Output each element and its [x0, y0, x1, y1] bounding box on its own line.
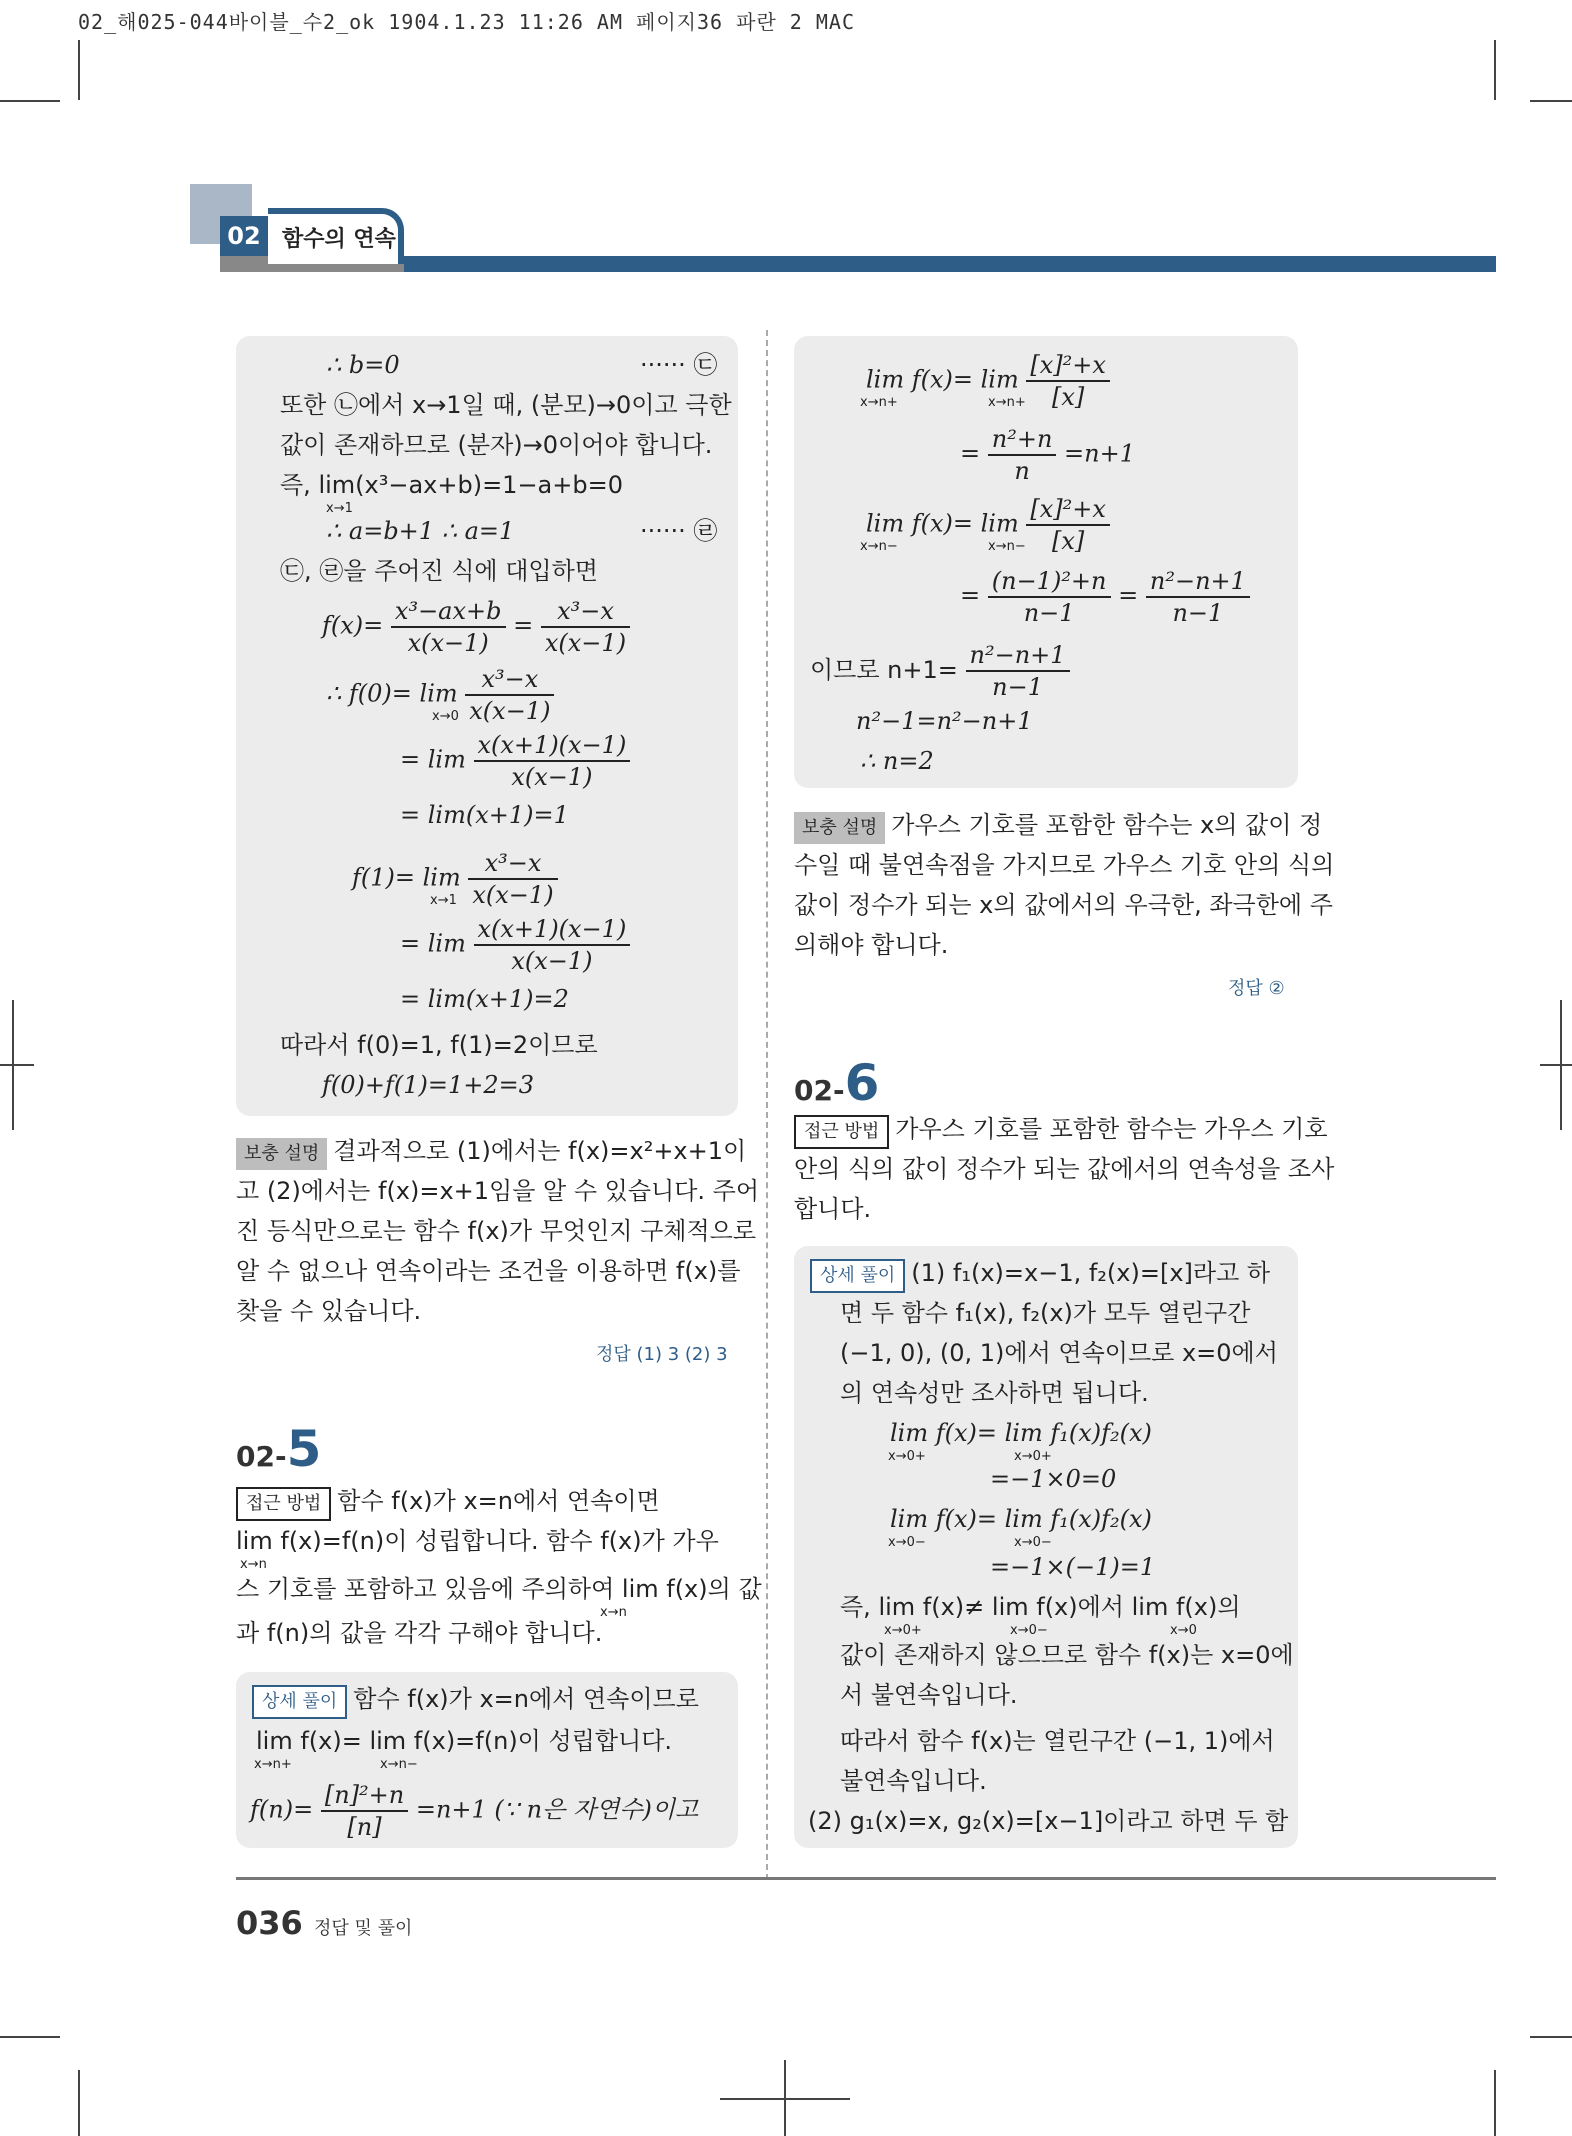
fraction: [988, 424, 1057, 486]
math-line: ∴ b=0: [326, 351, 400, 379]
math-line: = lim(x+1)=2: [400, 985, 569, 1013]
limit-subscript: x→n: [240, 1557, 267, 1572]
supplement-text: 의해야 합니다.: [794, 931, 949, 959]
detail-text: (1) f₁(x)=x−1, f₂(x)=[x]라고 하: [911, 1259, 1271, 1287]
fraction: [541, 596, 630, 658]
math-text: =: [960, 581, 981, 610]
math-line: 즉, lim(x³−ax+b)=1−a+b=0: [280, 471, 623, 499]
math-fraction-line: [810, 640, 1070, 702]
supplement-tag: 보충 설명: [794, 812, 885, 844]
problem-prefix: 02-: [236, 1440, 287, 1473]
detail-line: [810, 1258, 1270, 1293]
limit-subscript: x→0−: [888, 1535, 926, 1550]
denominator: [x]: [1052, 527, 1085, 555]
detail-line: [252, 1684, 699, 1719]
numerator: n²−n+1: [966, 640, 1070, 672]
limit-subscript: x→0: [1170, 1623, 1197, 1638]
denominator: n−1: [992, 673, 1043, 701]
equation-tag: ······ ㉢: [640, 351, 718, 379]
approach-text: lim f(x)=f(n)이 성립합니다. 함수 f(x)가 가우: [236, 1527, 719, 1555]
problem-digit: 6: [844, 1054, 880, 1112]
equation-tag: ······ ㉣: [640, 517, 718, 545]
crop-mark: [1540, 1064, 1572, 1066]
denominator: x(x−1): [544, 629, 627, 657]
approach-line: [794, 1114, 1328, 1149]
fraction: [966, 640, 1070, 702]
column-divider: [766, 330, 768, 1880]
denominator: x(x−1): [407, 629, 489, 657]
text-line: 또한 ㉡에서 x→1일 때, (분모)→0이고 극한: [280, 391, 732, 419]
crop-mark: [78, 40, 80, 100]
math-fraction-line: [400, 730, 630, 792]
math-fraction-line: [400, 914, 630, 976]
answer-label: 정답 ②: [1228, 978, 1285, 999]
numerator: x³−ax+b: [391, 596, 506, 628]
denominator: [x]: [1052, 383, 1085, 411]
detail-tag: 상세 풀이: [252, 1685, 347, 1719]
fraction: [474, 914, 631, 976]
approach-text: 과 f(n)의 값을 각각 구해야 합니다.: [236, 1619, 603, 1647]
footer-label: 정답 및 풀이: [314, 1918, 413, 1939]
answer-label: 정답 (1) 3 (2) 3: [596, 1344, 728, 1365]
math-line: =−1×(−1)=1: [990, 1553, 1156, 1581]
detail-text: (2) g₁(x)=x, g₂(x)=[x−1]이라고 하면 두 함: [808, 1807, 1289, 1835]
crop-mark: [1530, 100, 1572, 102]
crop-mark: [0, 1064, 34, 1066]
math-line: = lim(x+1)=1: [400, 801, 569, 829]
supplement-line: [236, 1136, 746, 1170]
math-line: ∴ a=b+1 ∴ a=1: [326, 517, 515, 545]
supplement-text: 찾을 수 있습니다.: [236, 1297, 422, 1325]
text-line: 따라서 f(0)=1, f(1)=2이므로: [280, 1031, 598, 1059]
numerator: x³−x: [541, 596, 630, 628]
denominator: x(x−1): [511, 947, 593, 975]
section-bar: [404, 256, 1496, 272]
math-line: lim f(x)= lim f₁(x)f₂(x): [890, 1505, 1152, 1533]
math-text: f(n)=: [250, 1795, 314, 1824]
math-text: =n+1 (∵ n은 자연수)이고: [415, 1795, 699, 1824]
limit-subscript: x→0+: [1014, 1449, 1052, 1464]
approach-text: 가우스 기호를 포함한 함수는 가우스 기호: [895, 1115, 1328, 1143]
math-fraction-line: = $\frac{\text{(n−1)²+n}}{n-1}$ = $\frac{\text{n²−n+1}}{n-1}$: [960, 566, 1250, 628]
detail-text: lim f(x)= lim f(x)=f(n)이 성립합니다.: [256, 1727, 673, 1755]
supplement-text: 가우스 기호를 포함한 함수는 x의 값이 정: [891, 811, 1323, 839]
supplement-line: [794, 810, 1322, 844]
math-line: =−1×0=0: [990, 1465, 1117, 1493]
text-line: ㉢, ㉣을 주어진 식에 대입하면: [280, 557, 598, 585]
denominator: x(x−1): [469, 697, 551, 725]
denominator: [n]: [347, 1813, 382, 1841]
approach-line: [236, 1486, 660, 1521]
text-line: 값이 존재하므로 (분자)→0이어야 합니다.: [280, 431, 713, 459]
supplement-text: 결과적으로 (1)에서는 f(x)=x²+x+1이: [333, 1137, 747, 1165]
approach-tag: 접근 방법: [236, 1487, 331, 1521]
numerator: n²−n+1: [1146, 566, 1250, 598]
limit-subscript: x→n+: [254, 1757, 292, 1772]
fraction: [1146, 566, 1250, 628]
fraction: [391, 596, 506, 658]
math-text: =n+1: [1064, 439, 1135, 468]
supplement-text: 수일 때 불연속점을 가지므로 가우스 기호 안의 식의: [794, 851, 1335, 879]
limit-subscript: x→0−: [1010, 1623, 1048, 1638]
denominator: n−1: [1023, 599, 1075, 627]
detail-text: 불연속입니다.: [840, 1767, 987, 1795]
crop-mark: [1494, 2070, 1496, 2136]
math-text: =: [960, 439, 981, 468]
math-text: f(x)=: [322, 611, 384, 640]
math-text: lim f(x)= lim: [866, 365, 1019, 394]
page-number: 036: [236, 1904, 303, 1942]
supplement-text: 고 (2)에서는 f(x)=x+1임을 알 수 있습니다. 주어: [236, 1177, 760, 1205]
limit-subscript: x→n−: [380, 1757, 418, 1772]
limit-subscript: x→n−: [988, 539, 1026, 554]
detail-text: 함수 f(x)가 x=n에서 연속이므로: [353, 1685, 699, 1713]
math-line: lim f(x)= lim f₁(x)f₂(x): [890, 1419, 1152, 1447]
limit-subscript: x→n+: [860, 395, 898, 410]
detail-tag: 상세 풀이: [810, 1259, 905, 1293]
detail-text: 즉, lim f(x)≠ lim f(x)에서 lim f(x)의: [840, 1593, 1241, 1621]
limit-subscript: x→0+: [884, 1623, 922, 1638]
numerator: n²+n: [988, 424, 1057, 456]
fraction: [468, 848, 557, 910]
numerator: [x]²+x: [1026, 494, 1110, 526]
numerator: (n−1)²+n: [988, 566, 1111, 598]
math-fraction-line: [960, 424, 1135, 486]
math-text: f(1)= lim: [352, 863, 461, 892]
section-number: 02: [220, 216, 268, 256]
limit-subscript: x→0+: [888, 1449, 926, 1464]
detail-text: 서 불연속입니다.: [840, 1681, 1018, 1709]
math-line: n²−1=n²−n+1: [856, 707, 1033, 735]
approach-text: 안의 식의 값이 정수가 되는 값에서의 연속성을 조사: [794, 1155, 1335, 1183]
math-text: ∴ f(0)= lim: [326, 679, 458, 708]
fraction: [1026, 494, 1110, 556]
supplement-text: 값이 정수가 되는 x의 값에서의 우극한, 좌극한에 주: [794, 891, 1333, 919]
section-title: 함수의 연속: [282, 227, 396, 252]
problem-number: [236, 1420, 321, 1478]
fraction: [474, 730, 631, 792]
fraction: [465, 664, 554, 726]
approach-text: 스 기호를 포함하고 있음에 주의하여 lim f(x)의 값: [236, 1575, 762, 1603]
approach-text: 합니다.: [794, 1195, 872, 1223]
approach-text: 함수 f(x)가 x=n에서 연속이면: [337, 1487, 660, 1515]
crop-mark: [720, 2098, 850, 2100]
detail-text: 값이 존재하지 않으므로 함수 f(x)는 x=0에: [840, 1641, 1294, 1669]
detail-text: 면 두 함수 f₁(x), f₂(x)가 모두 열린구간: [840, 1299, 1251, 1327]
limit-subscript: x→1: [326, 501, 353, 516]
limit-subscript: x→n: [600, 1605, 627, 1620]
supplement-text: 알 수 없으나 연속이라는 조건을 이용하면 f(x)를: [236, 1257, 741, 1285]
limit-subscript: x→n−: [860, 539, 898, 554]
footer-rule: [236, 1877, 1496, 1880]
math-text: 이므로 n+1=: [810, 656, 958, 684]
numerator: [n]²+n: [321, 1780, 408, 1812]
approach-tag: 접근 방법: [794, 1115, 889, 1149]
supplement-text: 진 등식만으로는 함수 f(x)가 무엇인지 구체적으로: [236, 1217, 757, 1245]
print-header: 02_해025-044바이블_수2_ok 1904.1.23 11:26 AM 페이지36 파란 2 MAC: [78, 10, 856, 34]
numerator: x(x+1)(x−1): [474, 914, 631, 946]
numerator: [x]²+x: [1026, 350, 1110, 382]
crop-mark: [0, 2036, 60, 2038]
crop-mark: [1530, 2036, 1572, 2038]
fraction: [1026, 350, 1110, 412]
math-fraction-line: f(x)= $\frac{\text{x³−ax+b}}{x(x-1)}$ = $\frac{\text{x³−x}}{x(x-1)}$: [322, 596, 630, 658]
limit-subscript: x→1: [430, 893, 457, 908]
fraction: [321, 1780, 408, 1842]
crop-mark: [78, 2070, 80, 2136]
numerator: x³−x: [465, 664, 554, 696]
denominator: x(x−1): [511, 763, 593, 791]
numerator: x(x+1)(x−1): [474, 730, 631, 762]
math-line: f(0)+f(1)=1+2=3: [322, 1071, 535, 1099]
detail-text: 의 연속성만 조사하면 됩니다.: [840, 1379, 1149, 1407]
fraction: [988, 566, 1111, 628]
detail-text: 따라서 함수 f(x)는 열린구간 (−1, 1)에서: [840, 1727, 1275, 1755]
math-text: = lim: [400, 929, 466, 958]
denominator: x(x−1): [472, 881, 554, 909]
numerator: x³−x: [468, 848, 557, 880]
limit-subscript: x→0−: [1014, 1535, 1052, 1550]
denominator: n: [1014, 457, 1030, 485]
problem-digit: 5: [286, 1420, 322, 1478]
supplement-tag: 보충 설명: [236, 1138, 327, 1170]
math-text: = lim: [400, 745, 466, 774]
detail-text: (−1, 0), (0, 1)에서 연속이므로 x=0에서: [840, 1339, 1278, 1367]
problem-prefix: 02-: [794, 1074, 845, 1107]
denominator: n−1: [1172, 599, 1224, 627]
crop-mark: [0, 100, 60, 102]
crop-mark: [1494, 40, 1496, 100]
limit-subscript: x→n+: [988, 395, 1026, 410]
limit-subscript: x→0: [432, 709, 459, 724]
math-text: lim f(x)= lim: [866, 509, 1019, 538]
problem-number: [794, 1054, 879, 1112]
math-fraction-line: [250, 1780, 698, 1842]
math-line: ∴ n=2: [860, 747, 934, 775]
